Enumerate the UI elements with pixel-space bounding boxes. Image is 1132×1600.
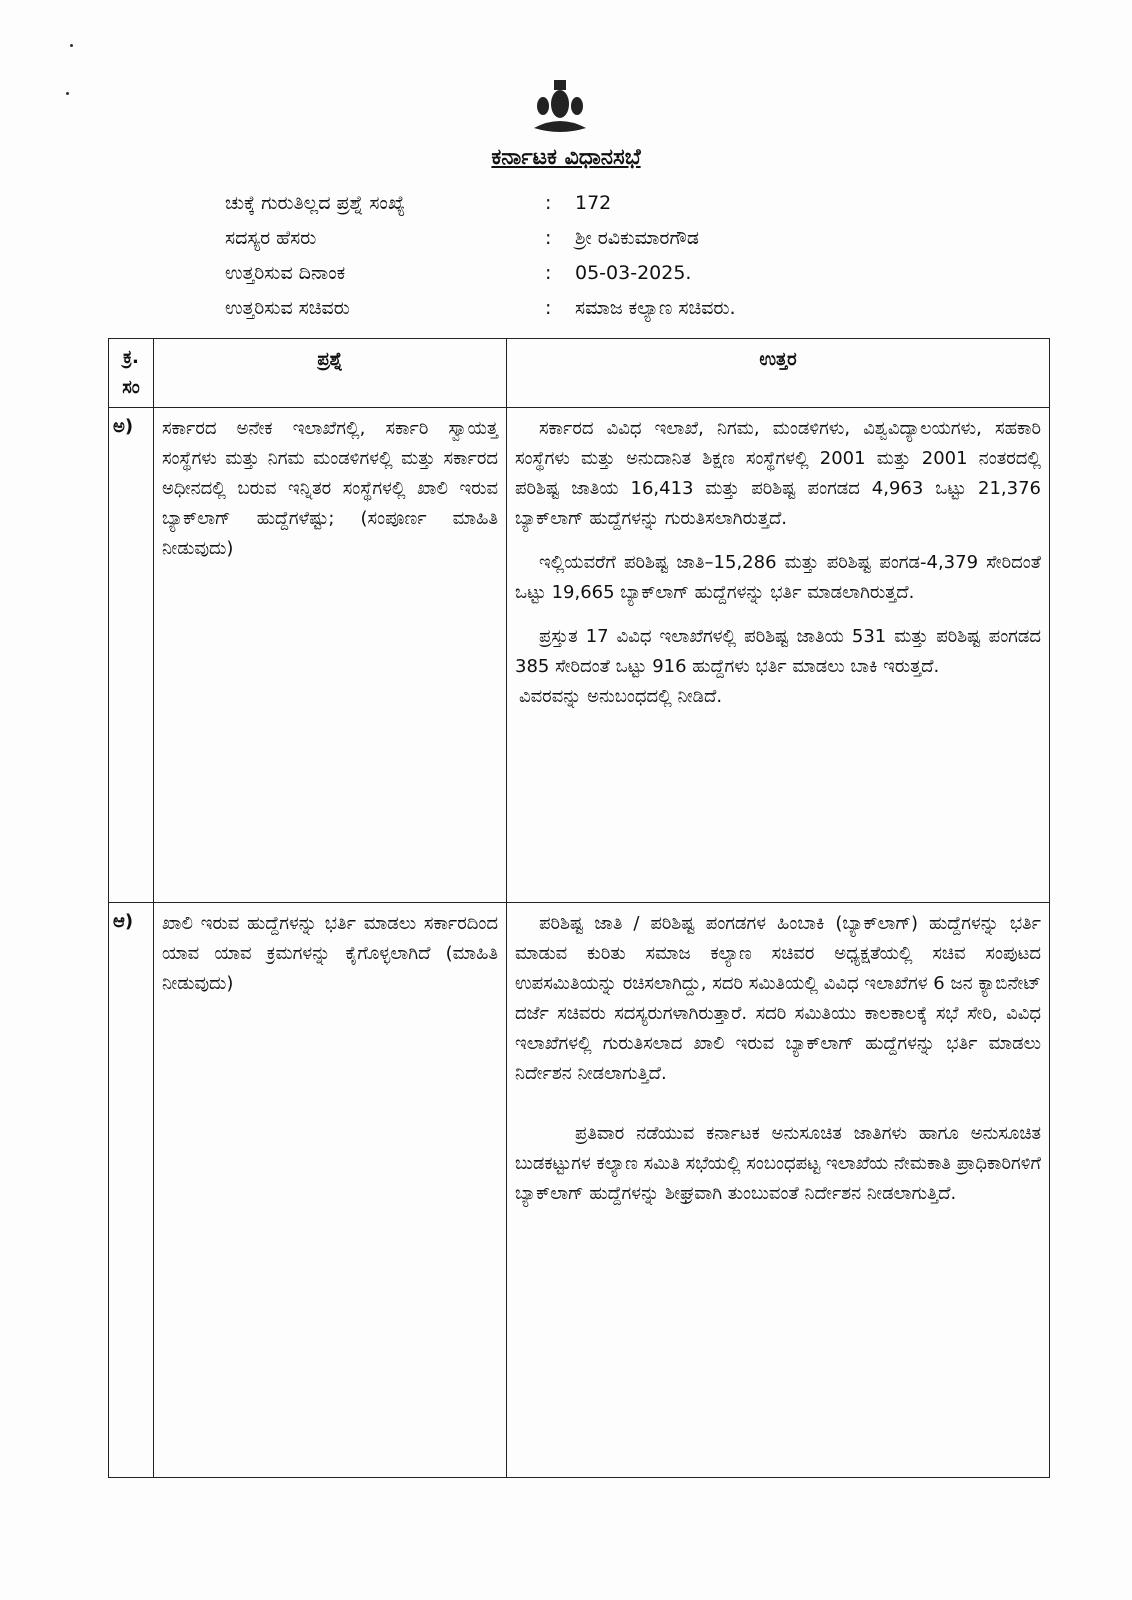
- row-serial: ಆ): [109, 903, 154, 1478]
- karnataka-emblem-icon: [530, 78, 590, 140]
- meta-value: ಶ್ರೀ ರವಿಕುಮಾರಗೌಡ: [575, 226, 699, 249]
- answer-paragraph: ಇಲ್ಲಿಯವರೆಗೆ ಪರಿಶಿಷ್ಟ ಜಾತಿ–15,286 ಮತ್ತು ಪರಿಶಿಷ್ಟ ಪಂಗಡ-4,379 ಸೇರಿದಂತೆ ಒಟ್ಟು 19,665 ಬ್ಯಾಕ್‌ಲಾಗ್ ಹುದ್ದೆಗಳನ್ನು ಭರ್ತಿ ಮಾಡಲಾಗಿರುತ್ತದೆ.: [515, 552, 1041, 603]
- row-question: ಖಾಲಿ ಇರುವ ಹುದ್ದೆಗಳನ್ನು ಭರ್ತಿ ಮಾಡಲು ಸರ್ಕಾರದಿಂದ ಯಾವ ಯಾವ ಕ್ರಮಗಳನ್ನು ಕೈಗೊಳ್ಳಲಾಗಿದೆ (ಮಾಹಿತಿ ನೀಡುವುದು): [154, 903, 507, 1478]
- meta-member-name: [225, 220, 736, 255]
- header-question: ಪ್ರಶ್ನೆ: [154, 339, 507, 408]
- answer-paragraph: ಪರಿಶಿಷ್ಟ ಜಾತಿ / ಪರಿಶಿಷ್ಟ ಪಂಗಡಗಳ ಹಿಂಬಾಕಿ (ಬ್ಯಾಕ್‌ಲಾಗ್) ಹುದ್ದೆಗಳನ್ನು ಭರ್ತಿ ಮಾಡುವ ಕುರಿತು ಸಮಾಜ ಕಲ್ಯಾಣ ಸಚಿವರ ಅಧ್ಯಕ್ಷತೆಯಲ್ಲಿ ಸಚಿವ ಸಂಪುಟದ ಉಪಸಮಿತಿಯನ್ನು ರಚಿಸಲಾಗಿದ್ದು, ಸದರಿ ಸಮಿತಿಯಲ್ಲಿ ವಿವಿಧ ಇಲಾಖೆಗಳ 6 ಜನ ಕ್ಯಾಬಿನೇಟ್ ದರ್ಜೆ ಸಚಿವರು ಸದಸ್ಯರುಗಳಾಗಿರುತ್ತಾರೆ. ಸದರಿ ಸಮಿತಿಯು ಕಾಲಕಾಲಕ್ಕೆ ಸಭೆ ಸೇರಿ, ವಿವಿಧ ಇಲಾಖೆಗಳಲ್ಲಿ ಗುರುತಿಸಲಾದ ಖಾಲಿ ಇರುವ ಬ್ಯಾಕ್‌ಲಾಗ್ ಹುದ್ದೆಗಳನ್ನು ಭರ್ತಿ ಮಾಡಲು ನಿರ್ದೇಶನ ನೀಡಲಾಗುತ್ತಿದೆ.: [515, 913, 1041, 1084]
- scan-speck: [70, 44, 73, 47]
- meta-label: ಸದಸ್ಯರ ಹೆಸರು: [225, 226, 317, 249]
- meta-colon: :: [545, 261, 552, 284]
- table-row: [109, 903, 1050, 1478]
- meta-colon: :: [545, 191, 552, 214]
- meta-answer-date: [225, 255, 736, 290]
- table-header-row: [109, 339, 1050, 408]
- header-answer: ಉತ್ತರ: [507, 339, 1050, 408]
- meta-value: 172: [575, 191, 612, 214]
- question-answer-table: [108, 338, 1050, 1478]
- meta-colon: :: [545, 226, 552, 249]
- scan-speck: [66, 92, 69, 95]
- row-answer: [507, 408, 1050, 903]
- answer-paragraph: ಪ್ರತಿವಾರ ನಡೆಯುವ ಕರ್ನಾಟಕ ಅನುಸೂಚಿತ ಜಾತಿಗಳು ಹಾಗೂ ಅನುಸೂಚಿತ ಬುಡಕಟ್ಟುಗಳ ಕಲ್ಯಾಣ ಸಮಿತಿ ಸಭೆಯಲ್ಲಿ ಸಂಬಂಧಪಟ್ಟ ಇಲಾಖೆಯ ನೇಮಕಾತಿ ಪ್ರಾಧಿಕಾರಿಗಳಿಗೆ ಬ್ಯಾಕ್‌ಲಾಗ್ ಹುದ್ದೆಗಳನ್ನು ಶೀಘ್ರವಾಗಿ ತುಂಬುವಂತೆ ನಿರ್ದೇಶನ ನೀಡಲಾಗುತ್ತಿದೆ.: [515, 1123, 1041, 1204]
- row-answer: [507, 903, 1050, 1478]
- row-question: ಸರ್ಕಾರದ ಅನೇಕ ಇಲಾಖೆಗಲ್ಲಿ, ಸರ್ಕಾರಿ ಸ್ವಾಯತ್ತ ಸಂಸ್ಥೆಗಳು ಮತ್ತು ನಿಗಮ ಮಂಡಳಿಗಳಲ್ಲಿ ಮತ್ತು ಸರ್ಕಾರದ ಅಧೀನದಲ್ಲಿ ಬರುವ ಇನ್ನಿತರ ಸಂಸ್ಥೆಗಳಲ್ಲಿ ಖಾಲಿ ಇರುವ ಬ್ಯಾಕ್‌ಲಾಗ್ ಹುದ್ದೆಗಳೆಷ್ಟು; (ಸಂಪೂರ್ಣ ಮಾಹಿತಿ ನೀಡುವುದು): [154, 408, 507, 903]
- answer-paragraph: ಪ್ರಸ್ತುತ 17 ವಿವಿಧ ಇಲಾಖೆಗಳಲ್ಲಿ ಪರಿಶಿಷ್ಟ ಜಾತಿಯ 531 ಮತ್ತು ಪರಿಶಿಷ್ಟ ಪಂಗಡದ 385 ಸೇರಿದಂತೆ ಒಟ್ಟು 916 ಹುದ್ದೆಗಳು ಭರ್ತಿ ಮಾಡಲು ಬಾಕಿ ಇರುತ್ತದೆ.: [515, 626, 1041, 677]
- question-metadata: [225, 185, 736, 325]
- answer-paragraph: ವಿವರವನ್ನು ಅನುಬಂಧದಲ್ಲಿ ನೀಡಿದೆ.: [519, 686, 723, 707]
- meta-colon: :: [545, 296, 552, 319]
- meta-value: 05-03-2025.: [575, 261, 692, 284]
- table-row: [109, 408, 1050, 903]
- meta-question-number: [225, 185, 736, 220]
- row-serial: ಅ): [109, 408, 154, 903]
- meta-label: ಉತ್ತರಿಸುವ ದಿನಾಂಕ: [225, 261, 346, 284]
- meta-value: ಸಮಾಜ ಕಲ್ಯಾಣ ಸಚಿವರು.: [575, 296, 736, 319]
- meta-label: ಉತ್ತರಿಸುವ ಸಚಿವರು: [225, 296, 350, 319]
- document-title: ಕರ್ನಾಟಕ ವಿಧಾನಸಭೆ: [491, 145, 641, 170]
- answer-paragraph: ಸರ್ಕಾರದ ವಿವಿಧ ಇಲಾಖೆ, ನಿಗಮ, ಮಂಡಳಿಗಳು, ವಿಶ್ವವಿದ್ಯಾಲಯಗಳು, ಸಹಕಾರಿ ಸಂಸ್ಥೆಗಳು ಮತ್ತು ಅನುದಾನಿತ ಶಿಕ್ಷಣ ಸಂಸ್ಥೆಗಳಲ್ಲಿ 2001 ಮತ್ತು 2001 ನಂತರದಲ್ಲಿ ಪರಿಶಿಷ್ಟ ಜಾತಿಯ 16,413 ಮತ್ತು ಪರಿಶಿಷ್ಟ ಪಂಗಡದ 4,963 ಒಟ್ಟು 21,376 ಬ್ಯಾಕ್‌ಲಾಗ್ ಹುದ್ದೆಗಳನ್ನು ಗುರುತಿಸಲಾಗಿರುತ್ತದೆ.: [515, 418, 1041, 529]
- header-serial: ಕ್ರ. ಸಂ: [109, 339, 154, 408]
- meta-label: ಚುಕ್ಕೆ ಗುರುತಿಲ್ಲದ ಪ್ರಶ್ನೆ ಸಂಖ್ಯೆ: [225, 191, 406, 214]
- meta-answering-minister: [225, 290, 736, 325]
